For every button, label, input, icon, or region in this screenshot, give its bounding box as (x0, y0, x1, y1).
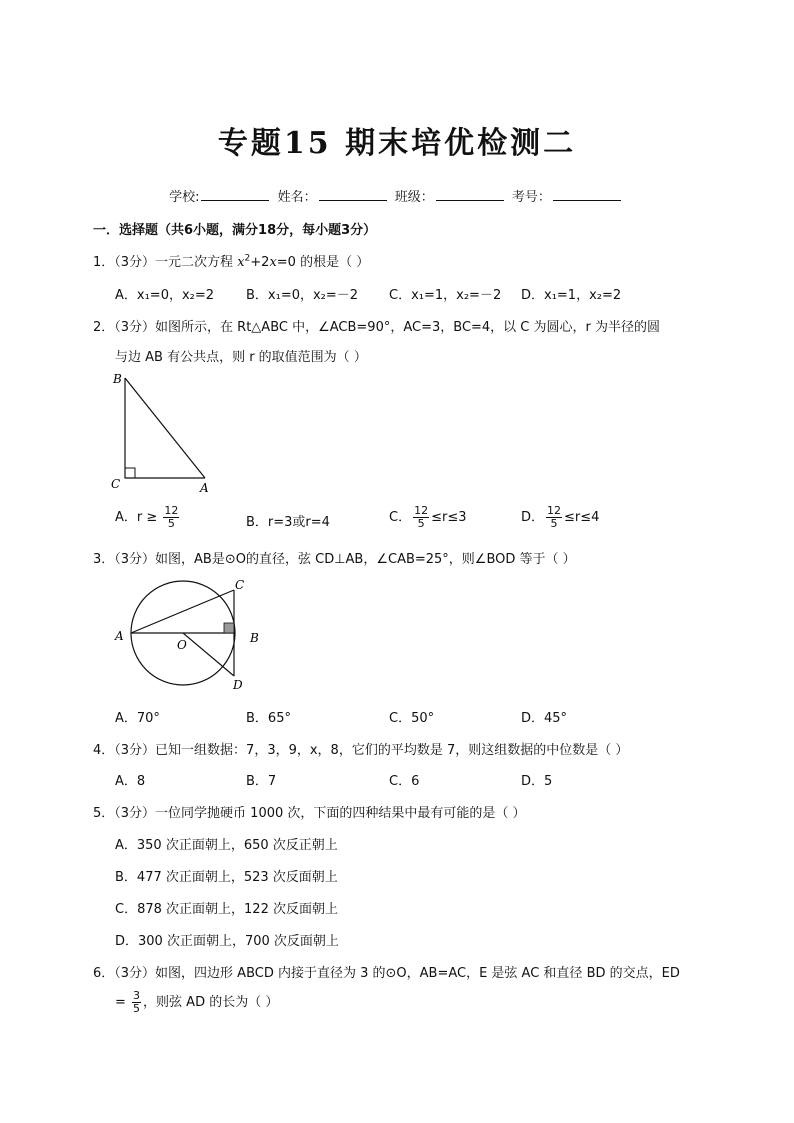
q5-option-c[interactable]: C．878 次正面朝上，122 次反面朝上 (115, 902, 338, 917)
q1-option-b[interactable]: B．x₁=0，x₂=－2 (246, 288, 359, 303)
question-2-stem-cont: 与边 AB 有公共点，则 r 的取值范围为（ ） (115, 350, 367, 365)
question-3-stem: 3．（3分）如图，AB是⊙O的直径，弦 CD⊥AB，∠CAB=25°，则∠BOD 等于（ ） (93, 552, 576, 567)
page-title: 专题15 期末培优检测二 (217, 126, 577, 161)
name-label: 姓名： (277, 190, 317, 205)
q3-option-d[interactable]: D．45° (521, 711, 568, 726)
number-label: 考号： (511, 190, 551, 205)
student-info-row (0, 186, 794, 205)
q4-option-a[interactable]: A．8 (115, 774, 146, 789)
q3-option-b[interactable]: B．65° (246, 711, 291, 726)
question-1-stem: 1．（3分）一元二次方程 $x^2+2x=0$ 的根是（ ） (93, 253, 370, 270)
q6-fraction: $\frac{3}{5}$ (133, 989, 141, 1015)
name-blank (319, 190, 387, 201)
q1-stem-text: 1．（3分）一元二次方程 (93, 255, 238, 270)
q4-option-b[interactable]: B．7 (246, 774, 277, 789)
q3-circle-figure (110, 575, 270, 695)
q2-fraction-d: $\frac{12}{5}$ (547, 504, 562, 530)
question-5-stem: 5．（3分）一位同学抛硬币 1000 次，下面的四种结果中最有可能的是（ ） (93, 806, 526, 821)
q3-label-d: D (233, 678, 243, 692)
q3-option-a[interactable]: A．70° (115, 711, 160, 726)
class-blank (436, 190, 504, 201)
q2-option-a[interactable]: A．r ≥ $\frac{12}{5}$ (115, 504, 179, 530)
q2-option-b[interactable]: B．r=3或r=4 (246, 515, 330, 530)
q2-fraction-a: $\frac{12}{5}$ (164, 504, 179, 530)
school-blank (201, 190, 269, 201)
q2-triangle-figure (105, 368, 225, 496)
number-blank (553, 190, 621, 201)
q5-option-d[interactable]: D．300 次正面朝上，700 次反面朝上 (115, 934, 339, 949)
q1-option-d[interactable]: D．x₁=1，x₂=2 (521, 288, 622, 303)
q3-label-c: C (235, 578, 245, 592)
question-2-stem: 2．（3分）如图所示，在 Rt△ABC 中，∠ACB=90°，AC=3，BC=4，以 C 为圆心，r 为半径的圆 (93, 320, 660, 335)
q2-option-d[interactable]: D． $\frac{12}{5}$ ≤r≤4 (521, 504, 600, 530)
q1-option-a[interactable]: A．x₁=0，x₂=2 (115, 288, 215, 303)
question-6-stem-cont: = $\frac{3}{5}$ ，则弦 AD 的长为（ ） (115, 989, 279, 1015)
q5-option-b[interactable]: B．477 次正面朝上，523 次反面朝上 (115, 870, 338, 885)
question-6-stem: 6．（3分）如图，四边形 ABCD 内接于直径为 3 的⊙O，AB=AC，E 是弦 AC 和直径 BD 的交点，ED (93, 966, 680, 981)
q3-option-c[interactable]: C．50° (389, 711, 435, 726)
q2-option-c[interactable]: C． $\frac{12}{5}$ ≤r≤3 (389, 504, 467, 530)
q1-option-c[interactable]: C．x₁=1，x₂=－2 (389, 288, 502, 303)
q3-label-a: A (115, 629, 124, 643)
class-label: 班级： (394, 190, 434, 205)
q3-label-o: O (177, 638, 187, 652)
q5-option-a[interactable]: A．350 次正面朝上，650 次反正朝上 (115, 838, 338, 853)
q1-stem-tail: =0 的根是（ ） (276, 255, 370, 270)
q4-option-d[interactable]: D．5 (521, 774, 553, 789)
q2-label-a: A (200, 481, 209, 495)
q2-label-c: C (111, 477, 121, 491)
q4-option-c[interactable]: C．6 (389, 774, 420, 789)
q1-equation: x (237, 255, 245, 270)
section-heading: 一．选择题（共6小题，满分18分，每小题3分） (93, 223, 377, 238)
school-label: 学校: (169, 190, 200, 205)
q3-label-b: B (250, 631, 259, 645)
question-4-stem: 4．（3分）已知一组数据：7，3，9，x，8，它们的平均数是 7，则这组数据的中位数是（ ） (93, 743, 629, 758)
q2-label-b: B (113, 372, 122, 386)
q2-fraction-c: $\frac{12}{5}$ (414, 504, 429, 530)
